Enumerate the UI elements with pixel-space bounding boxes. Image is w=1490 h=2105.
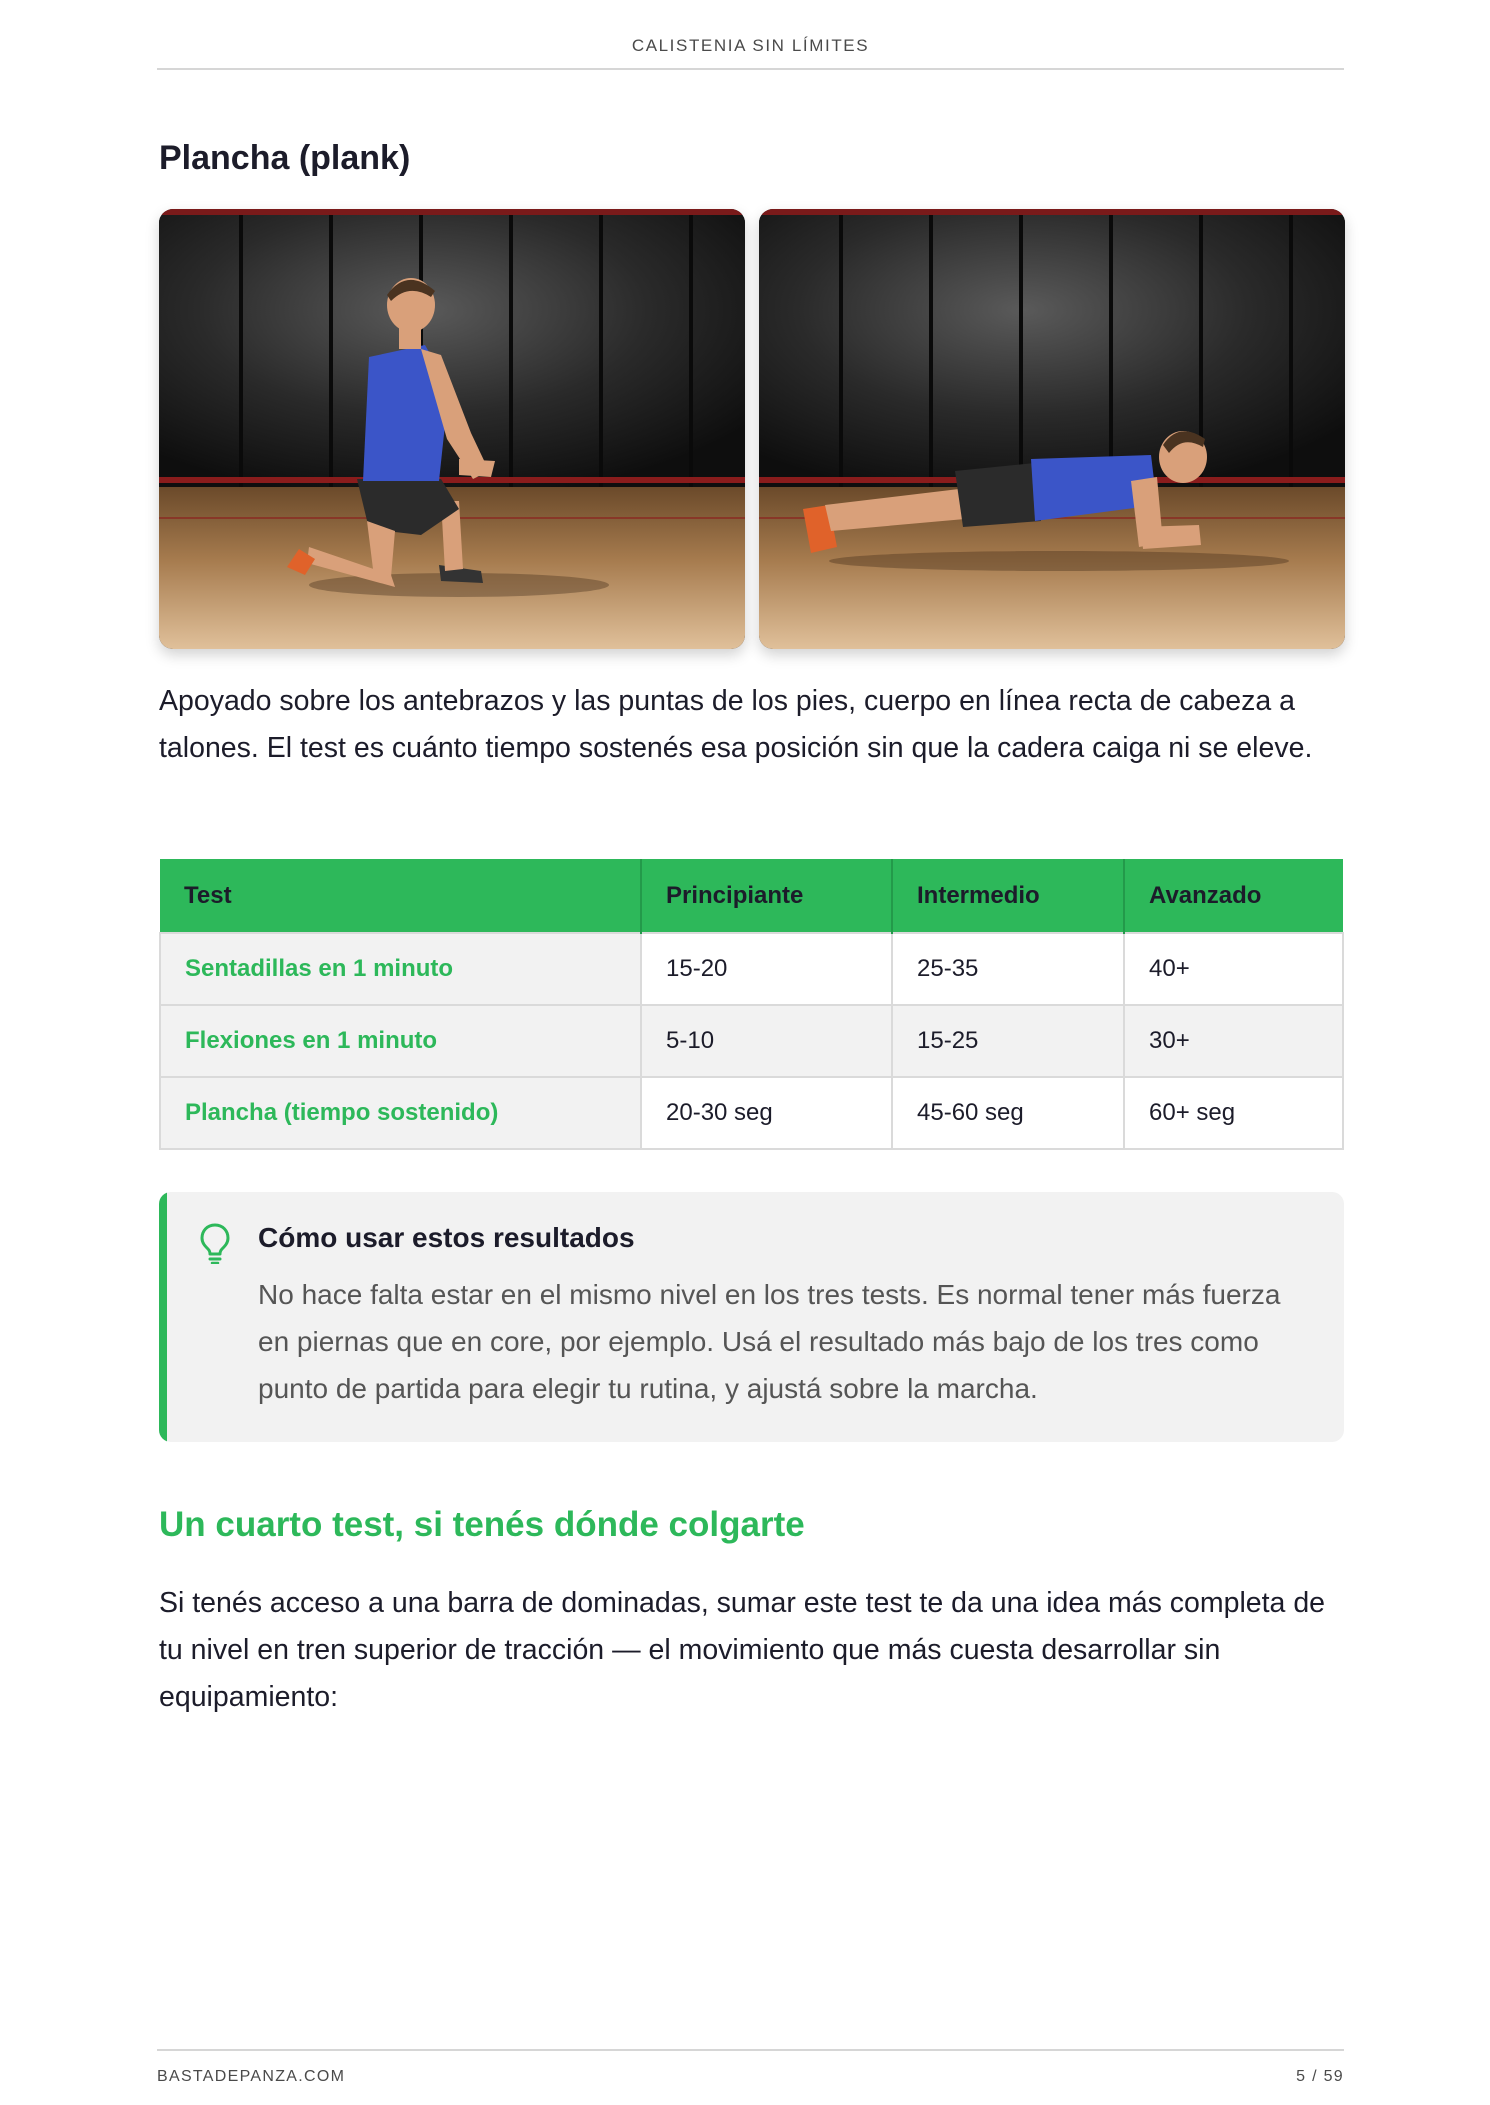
table-cell: 30+	[1124, 1005, 1343, 1077]
running-title: CALISTENIA SIN LÍMITES	[631, 36, 870, 55]
footer-site: BASTADEPANZA.COM	[157, 2068, 346, 2085]
next-section-title: Un cuarto test, si tenés dónde colgarte	[159, 1505, 805, 1544]
tip-callout	[159, 1192, 1344, 1442]
table-cell: 60+ seg	[1124, 1077, 1343, 1149]
table-cell: 25-35	[892, 933, 1124, 1005]
table-cell: 5-10	[641, 1005, 892, 1077]
test-name-cell: Sentadillas en 1 minuto	[160, 933, 641, 1005]
page-footer	[157, 2049, 1344, 2085]
next-section-paragraph: Si tenés acceso a una barra de dominadas, sumar este test te da una idea más completa de tu nivel en tren superior de tracción — el movimiento que más cuesta desarrollar sin equipamiento:	[159, 1587, 1326, 1713]
table-header-cell: Principiante	[641, 859, 892, 933]
test-name-cell: Plancha (tiempo sostenido)	[160, 1077, 641, 1149]
table-header-cell: Avanzado	[1124, 859, 1343, 933]
plank-position-image	[759, 209, 1345, 649]
page-header	[157, 0, 1344, 70]
page-number: 5 / 59	[1296, 2068, 1344, 2085]
table-cell: 45-60 seg	[892, 1077, 1124, 1149]
section-title: Plancha (plank)	[159, 139, 411, 177]
table-header-cell: Test	[160, 859, 641, 933]
table-cell: 15-20	[641, 933, 892, 1005]
fitness-levels-table	[159, 859, 1344, 1150]
callout-text: No hace falta estar en el mismo nivel en los tres tests. Es normal tener más fuerza en piernas que en core, por ejemplo. Usá el resultado más bajo de los tres como punto de partida para elegir tu rutina, y ajustá sobre la marcha.	[258, 1279, 1281, 1404]
kneeling-position-image	[159, 209, 745, 649]
lightbulb-icon	[199, 1222, 231, 1269]
table-cell: 20-30 seg	[641, 1077, 892, 1149]
table-row	[160, 1005, 1343, 1077]
test-name-cell: Flexiones en 1 minuto	[160, 1005, 641, 1077]
document-page	[157, 0, 1344, 2105]
table-row	[160, 933, 1343, 1005]
table-header-cell: Intermedio	[892, 859, 1124, 933]
table-cell: 40+	[1124, 933, 1343, 1005]
callout-title: Cómo usar estos resultados	[258, 1222, 635, 1253]
section-intro-paragraph: Apoyado sobre los antebrazos y las puntas de los pies, cuerpo en línea recta de cabeza a talones. El test es cuánto tiempo sostenés esa posición sin que la cadera caiga ni se eleve.	[159, 685, 1313, 764]
table-row	[160, 1077, 1343, 1149]
table-header-row	[160, 859, 1343, 933]
callout-accent-bar	[159, 1192, 167, 1442]
table-cell: 15-25	[892, 1005, 1124, 1077]
